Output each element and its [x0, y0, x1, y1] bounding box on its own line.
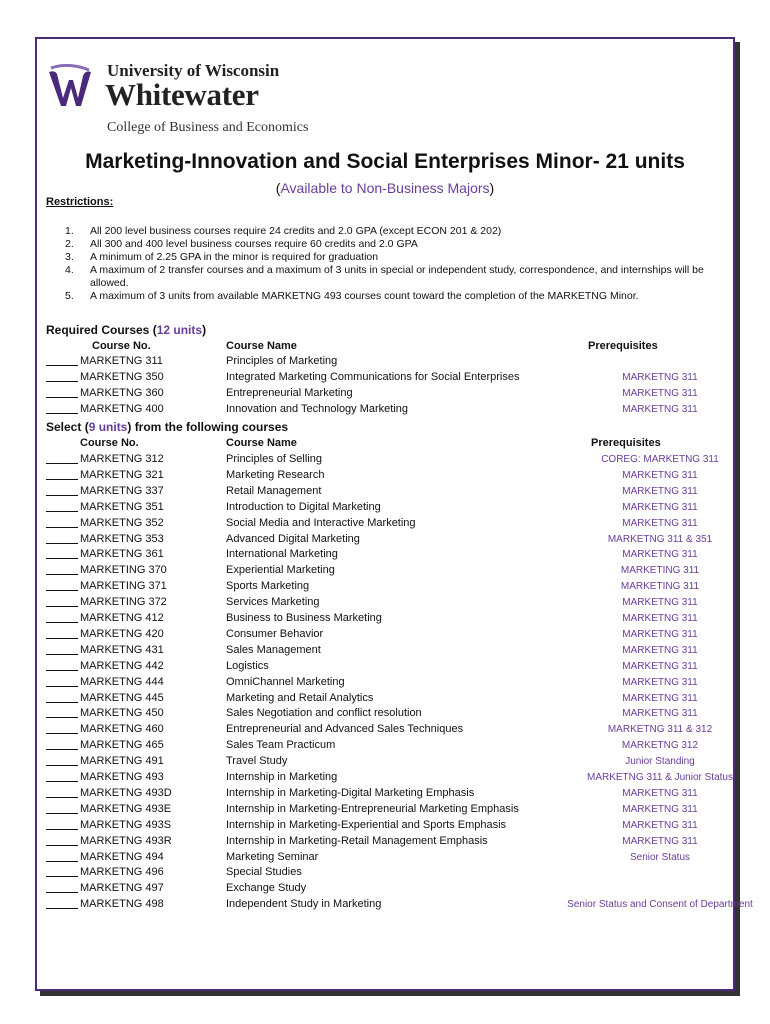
- course-name: Entrepreneurial Marketing: [226, 387, 353, 399]
- course-row: [0, 739, 770, 755]
- course-row: [0, 612, 770, 628]
- required-courses-heading: [46, 323, 206, 337]
- checkoff-blank[interactable]: [46, 749, 78, 750]
- course-name: Entrepreneurial and Advanced Sales Techniques: [226, 723, 464, 736]
- course-code: MARKETNG 337: [80, 484, 164, 497]
- checkoff-blank[interactable]: [46, 813, 78, 814]
- page-title: Marketing-Innovation and Social Enterprises Minor- 21 units: [85, 150, 685, 173]
- course-prereq: MARKETNG 311: [622, 628, 698, 640]
- course-name: Services Marketing: [226, 596, 320, 609]
- checkoff-blank[interactable]: [46, 397, 78, 398]
- checkoff-blank[interactable]: [46, 463, 78, 464]
- course-code: MARKETNG 350: [80, 371, 164, 383]
- course-row: [0, 564, 770, 580]
- course-code: MARKETNG 351: [80, 500, 164, 513]
- logo-campus: Whitewater: [105, 77, 259, 112]
- course-prereq: MARKETNG 311: [622, 644, 698, 656]
- subtitle-close: ): [489, 180, 495, 196]
- logo-college: College of Business and Economics: [107, 120, 309, 135]
- course-prereq: MARKETNG 311: [622, 692, 698, 704]
- course-row: [0, 387, 770, 403]
- course-row: [0, 355, 770, 371]
- required-col-course-name: Course Name: [226, 340, 297, 352]
- course-name: Introduction to Digital Marketing: [226, 500, 381, 513]
- course-code: MARKETNG 431: [80, 643, 164, 656]
- restriction-text: A maximum of 3 units from available MARKETNG 493 courses count toward the completion of the MARKETNG Minor.: [90, 290, 639, 302]
- course-name: Retail Management: [226, 484, 322, 497]
- course-code: MARKETNG 460: [80, 723, 164, 736]
- course-row: [0, 660, 770, 676]
- course-code: MARKETNG 321: [80, 468, 164, 481]
- course-code: MARKETNG 493S: [80, 818, 172, 831]
- course-code: MARKETNG 442: [80, 659, 164, 672]
- course-code: MARKETNG 445: [80, 691, 164, 704]
- course-row: [0, 707, 770, 723]
- course-prereq: MARKETNG 311: [622, 517, 698, 529]
- required-heading-pre: Required Courses (: [46, 323, 157, 337]
- course-row: [0, 469, 770, 485]
- course-code: MARKETNG 493: [80, 771, 164, 783]
- course-name: Internship in Marketing-Entrepreneurial Marketing Emphasis: [226, 802, 519, 815]
- course-row: [0, 628, 770, 644]
- course-name: Internship in Marketing-Digital Marketing Emphasis: [226, 786, 475, 799]
- course-code: MARKETNG 493D: [80, 786, 172, 799]
- course-row: [0, 882, 770, 898]
- course-code: MARKETNG 361: [80, 548, 164, 561]
- checkoff-blank[interactable]: [46, 654, 78, 655]
- restriction-text: A maximum of 2 transfer courses and a maximum of 3 units in special or independent study, correspondence, and internships will be allowed.: [90, 264, 704, 289]
- restriction-item: [58, 264, 728, 290]
- course-name: Principles of Selling: [226, 453, 322, 465]
- course-row: [0, 803, 770, 819]
- course-name: Integrated Marketing Communications for Social Enterprises: [226, 371, 520, 383]
- electives-units: 9 units: [88, 420, 128, 434]
- checkoff-blank[interactable]: [46, 606, 78, 607]
- checkoff-blank[interactable]: [46, 511, 78, 512]
- course-prereq: MARKETNG 311: [622, 676, 698, 688]
- required-col-prereq: Prerequisites: [588, 340, 658, 352]
- course-prereq: MARKETNG 311: [622, 501, 698, 513]
- course-code: MARKETNG 493R: [80, 834, 172, 847]
- course-row: [0, 644, 770, 660]
- course-prereq: MARKETNG 311: [622, 708, 698, 720]
- course-name: Logistics: [226, 659, 269, 672]
- checkoff-blank[interactable]: [46, 495, 78, 496]
- checkoff-blank[interactable]: [46, 622, 78, 623]
- course-row: [0, 371, 770, 387]
- checkoff-blank[interactable]: [46, 829, 78, 830]
- course-name: Marketing Seminar: [226, 850, 319, 863]
- course-code: MARKETNG 450: [80, 707, 164, 720]
- restrictions-heading: Restrictions:: [46, 196, 114, 208]
- course-row: [0, 835, 770, 851]
- course-row: [0, 898, 770, 914]
- course-prereq: MARKETNG 311: [622, 549, 698, 561]
- checkoff-blank[interactable]: [46, 845, 78, 846]
- course-row: [0, 517, 770, 533]
- course-name: Internship in Marketing-Experiential and Sports Emphasis: [226, 818, 507, 831]
- course-code: MARKETNG 420: [80, 627, 164, 640]
- course-prereq: MARKETNG 311: [622, 485, 698, 497]
- course-name: Social Media and Interactive Marketing: [226, 516, 416, 529]
- course-row: [0, 596, 770, 612]
- course-code: MARKETNG 312: [80, 453, 164, 465]
- page-subtitle: [0, 180, 770, 196]
- checkoff-blank[interactable]: [46, 892, 78, 893]
- course-prereq: MARKETNG 311: [622, 388, 698, 399]
- checkoff-blank[interactable]: [46, 590, 78, 591]
- course-row: [0, 787, 770, 803]
- course-code: MARKETNG 496: [80, 866, 164, 879]
- course-prereq: MARKETNG 311: [622, 404, 698, 415]
- checkoff-blank[interactable]: [46, 765, 78, 766]
- course-prereq: MARKETING 311: [620, 581, 700, 593]
- course-row: [0, 771, 770, 787]
- course-row: [0, 453, 770, 469]
- checkoff-blank[interactable]: [46, 908, 78, 909]
- course-code: MARKETING 370: [80, 564, 167, 577]
- checkoff-blank[interactable]: [46, 733, 78, 734]
- checkoff-blank[interactable]: [46, 479, 78, 480]
- required-heading-post: ): [202, 323, 207, 337]
- checkoff-blank[interactable]: [46, 686, 78, 687]
- course-prereq: MARKETNG 311: [622, 787, 698, 799]
- course-code: MARKETNG 412: [80, 612, 164, 624]
- course-name: Exchange Study: [226, 882, 307, 895]
- course-prereq: MARKETNG 311 & Junior Status: [587, 772, 733, 783]
- course-prereq: COREG: MARKETNG 311: [601, 454, 719, 465]
- checkoff-blank[interactable]: [46, 381, 78, 382]
- checkoff-blank[interactable]: [46, 876, 78, 877]
- course-prereq: MARKETNG 311: [622, 613, 698, 624]
- course-prereq: MARKETNG 311 & 351: [607, 533, 713, 545]
- course-name: Independent Study in Marketing: [226, 898, 382, 911]
- course-code: MARKETNG 491: [80, 755, 164, 768]
- restriction-number: 3.: [65, 251, 74, 263]
- restriction-text: All 200 level business courses require 24 credits and 2.0 GPA (except ECON 201 & 202): [90, 225, 502, 237]
- course-name: Innovation and Technology Marketing: [226, 403, 409, 415]
- checkoff-blank[interactable]: [46, 638, 78, 639]
- course-row: [0, 866, 770, 882]
- course-code: MARKETING 372: [80, 596, 167, 609]
- electives-col-course-name: Course Name: [226, 437, 297, 449]
- course-name: Internship in Marketing-Retail Management Emphasis: [226, 834, 488, 847]
- checkoff-blank[interactable]: [46, 365, 78, 366]
- course-row: [0, 548, 770, 564]
- restriction-number: 1.: [65, 225, 74, 237]
- required-units: 12 units: [156, 323, 203, 337]
- restriction-number: 5.: [65, 290, 74, 302]
- course-prereq: MARKETNG 311 & 312: [607, 724, 713, 736]
- electives-heading-pre: Select (: [46, 420, 89, 434]
- required-col-course-no: Course No.: [92, 340, 151, 352]
- course-prereq: MARKETNG 312: [621, 740, 699, 752]
- course-code: MARKETNG 493E: [80, 802, 172, 815]
- course-row: [0, 692, 770, 708]
- course-name: Consumer Behavior: [226, 627, 324, 640]
- restriction-text: All 300 and 400 level business courses require 60 credits and 2.0 GPA: [90, 238, 418, 250]
- restriction-item: [58, 251, 728, 264]
- course-row: [0, 403, 770, 419]
- course-row: [0, 819, 770, 835]
- course-prereq: MARKETNG 311: [622, 819, 698, 831]
- checkoff-blank[interactable]: [46, 543, 78, 544]
- course-code: MARKETING 371: [80, 580, 167, 593]
- restriction-text: A minimum of 2.25 GPA in the minor is required for graduation: [90, 251, 379, 263]
- uw-w-logo-icon: [45, 64, 93, 110]
- course-row: [0, 485, 770, 501]
- checkoff-blank[interactable]: [46, 574, 78, 575]
- course-name: Marketing Research: [226, 468, 325, 481]
- course-row: [0, 723, 770, 739]
- course-row: [0, 533, 770, 549]
- checkoff-blank[interactable]: [46, 861, 78, 862]
- restrictions-list: [58, 225, 728, 303]
- course-name: Internship in Marketing: [226, 771, 338, 783]
- course-name: Experiential Marketing: [226, 564, 335, 577]
- course-prereq: MARKETNG 311: [622, 803, 698, 815]
- course-name: OmniChannel Marketing: [226, 675, 345, 688]
- course-name: Sales Management: [226, 643, 321, 656]
- subtitle-text: Available to Non-Business Majors: [280, 180, 490, 196]
- course-prereq: MARKETNG 311: [622, 372, 698, 383]
- restriction-number: 4.: [65, 264, 74, 276]
- course-prereq: Senior Status: [629, 851, 691, 863]
- course-prereq: Senior Status and Consent of Department: [567, 899, 753, 911]
- course-name: Advanced Digital Marketing: [226, 532, 360, 545]
- course-name: Sports Marketing: [226, 580, 310, 593]
- course-row: [0, 580, 770, 596]
- course-row: [0, 755, 770, 771]
- checkoff-blank[interactable]: [46, 797, 78, 798]
- course-name: Sales Negotiation and conflict resolution: [226, 707, 422, 720]
- course-code: MARKETNG 360: [80, 387, 164, 399]
- checkoff-blank[interactable]: [46, 527, 78, 528]
- electives-heading-post: ) from the following courses: [127, 420, 289, 434]
- course-prereq: MARKETNG 311: [622, 660, 698, 672]
- checkoff-blank[interactable]: [46, 717, 78, 718]
- course-name: Business to Business Marketing: [226, 612, 382, 624]
- course-prereq: MARKETNG 311: [622, 835, 698, 847]
- elective-courses-heading: [46, 420, 288, 434]
- restriction-item: [58, 238, 728, 251]
- course-prereq: MARKETING 311: [620, 565, 700, 577]
- electives-col-prereq: Prerequisites: [591, 437, 661, 449]
- electives-col-course-no: Course No.: [80, 437, 139, 449]
- checkoff-blank[interactable]: [46, 558, 78, 559]
- logo-university: University of Wisconsin: [107, 61, 280, 80]
- course-prereq: Junior Standing: [625, 756, 695, 768]
- course-name: International Marketing: [226, 548, 338, 561]
- course-row: [0, 501, 770, 517]
- course-code: MARKETNG 498: [80, 898, 164, 911]
- course-name: Marketing and Retail Analytics: [226, 691, 374, 704]
- checkoff-blank[interactable]: [46, 670, 78, 671]
- subtitle-open: (: [275, 180, 281, 196]
- course-prereq: MARKETNG 311: [622, 469, 698, 481]
- course-row: [0, 851, 770, 867]
- course-code: MARKETNG 311: [80, 355, 163, 367]
- course-code: MARKETNG 353: [80, 532, 164, 545]
- course-prereq: MARKETNG 311: [622, 597, 698, 609]
- course-name: Special Studies: [226, 866, 302, 879]
- course-code: MARKETNG 444: [80, 675, 164, 688]
- course-code: MARKETNG 352: [80, 516, 164, 529]
- course-code: MARKETNG 494: [80, 850, 164, 863]
- checkoff-blank[interactable]: [46, 781, 78, 782]
- course-code: MARKETNG 465: [80, 739, 164, 752]
- checkoff-blank[interactable]: [46, 702, 78, 703]
- restriction-item: [58, 290, 728, 303]
- course-name: Sales Team Practicum: [226, 739, 336, 752]
- course-code: MARKETNG 400: [80, 403, 164, 415]
- checkoff-blank[interactable]: [46, 413, 78, 414]
- restriction-item: [58, 225, 728, 238]
- course-code: MARKETNG 497: [80, 882, 164, 895]
- course-row: [0, 676, 770, 692]
- course-name: Principles of Marketing: [226, 355, 338, 367]
- restriction-number: 2.: [65, 238, 74, 250]
- course-name: Travel Study: [226, 755, 288, 768]
